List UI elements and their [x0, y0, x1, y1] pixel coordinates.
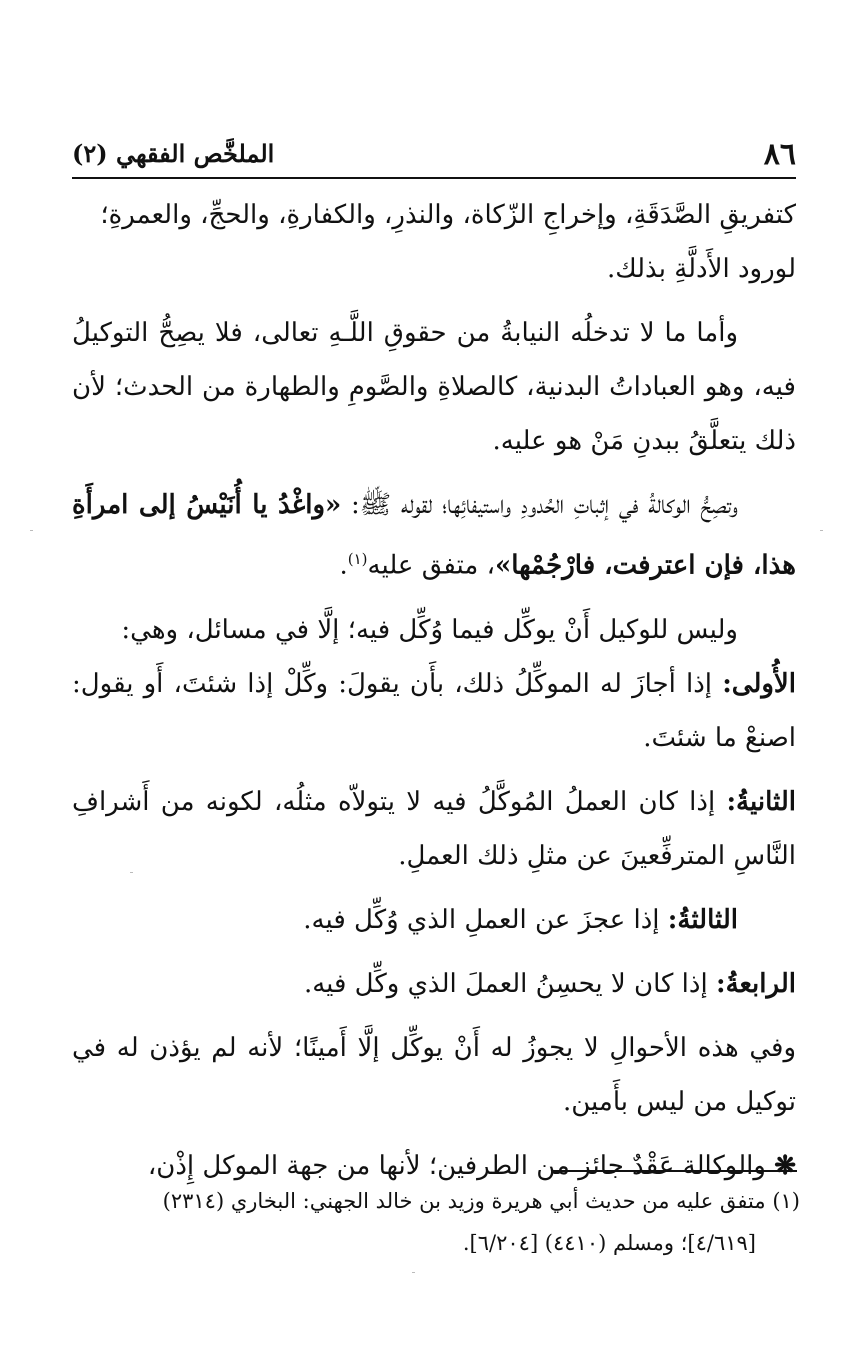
paragraph-8	[72, 957, 796, 1011]
p3-stop: .	[339, 550, 348, 581]
label-fourth: الرابعةُ:	[715, 968, 796, 999]
label-second: الثانيةُ:	[726, 786, 796, 817]
p10-text: والوكالة عَقْدٌ جائز من الطرفين؛ لأنها من جهة الموكل إِذْن،	[147, 1150, 775, 1181]
p3-start: وتصِحُّ الوكالةُ في إثباتِ الحُدودِ واستيفائِها؛ لقوله ﷺ:	[341, 490, 739, 520]
star-bullet-icon: ❋	[774, 1150, 796, 1181]
p8-text: إذا كان لا يحسِنُ العملَ الذي وكِّل فيه.	[303, 968, 716, 999]
scan-speck	[30, 530, 33, 531]
p6-text: إذا كان العملُ المُوكَّلُ فيه لا يتولاّه مثلُه، لكونه من أَشرافِ النَّاسِ المترفِّعينَ عن مثلِ ذلك العملِ.	[72, 786, 796, 871]
paragraph-3	[72, 478, 796, 593]
footnote-rule	[552, 1170, 797, 1172]
footnote-line2: [٤/٦١٩]؛ ومسلم (٤٤١٠) [٦/٢٠٤].	[462, 1231, 756, 1255]
scan-speck	[130, 872, 133, 873]
footnote-line1: (١) متفق عليه من حديث أبي هريرة وزيد بن خالد الجهني: البخاري (٢٣١٤)	[162, 1189, 800, 1213]
p1-line1: كتفريقِ الصَّدَقَةِ، وإخراجِ الزّكاة، والنذرِ، والكفارةِ، والحجِّ، والعمرةِ؛	[100, 200, 796, 230]
running-title: الملخَّص الفقهي (٢)	[72, 139, 275, 168]
paragraph-1	[72, 188, 796, 296]
p1-line2: لورود الأَدلَّةِ بذلك.	[606, 254, 796, 284]
hadith-quote: «واغْدُ يا أُنَيْسُ إلى امرأَةِ هذا، فإن اعترفت، فارْجُمْها»	[72, 490, 796, 581]
paragraph-9: وفي هذه الأحوالِ لا يجوزُ له أَنْ يوكِّل إلَّا أَمينًا؛ لأنه لم يؤذن له في توكيل من ليس بأَمين.	[72, 1032, 796, 1117]
paragraph-2: وأما ما لا تدخلُه النيابةُ من حقوقِ اللَّـهِ تعالى، فلا يصِحُّ التوكيلُ فيه، وهو العباداتُ البدنية، كالصلاةِ والصَّومِ والطهارة من الحدث؛ لأن ذلك يتعلَّقُ ببدنِ مَنْ هو عليه.	[72, 318, 796, 456]
footnote	[72, 1180, 800, 1264]
paragraph-7	[72, 893, 796, 947]
label-first: الأُولى:	[722, 668, 796, 699]
page-number: ٨٦	[763, 137, 796, 172]
p7-text: إذا عجزَ عن العملِ الذي وُكِّل فيه.	[303, 904, 668, 935]
main-text	[72, 188, 796, 1203]
paragraph-4: وليس للوكيل أَنْ يوكِّل فيما وُكِّل فيه؛ إلَّا في مسائل، وهي:	[121, 614, 738, 645]
header-rule	[72, 177, 796, 179]
p3-end: ، متفق عليه	[367, 550, 495, 581]
p5-text: إذا أجازَ له الموكِّلُ ذلك، بأَن يقولَ: وكِّلْ إذا شئتَ، أَو يقول: اصنعْ ما شئتَ.	[72, 668, 796, 753]
label-third: الثالثةُ:	[667, 904, 738, 935]
page-header	[72, 133, 796, 177]
scan-speck	[820, 530, 823, 531]
footnote-marker: (١)	[347, 550, 368, 568]
paragraph-6	[72, 775, 796, 883]
scan-speck	[412, 1272, 415, 1273]
paragraph-5	[72, 657, 796, 765]
